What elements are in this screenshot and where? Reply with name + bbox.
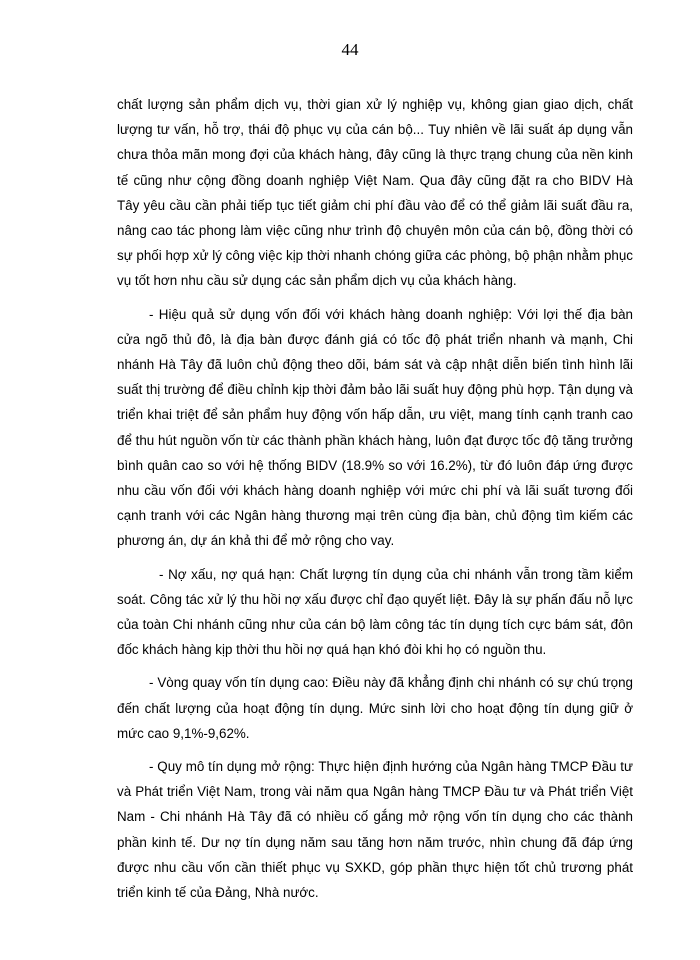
paragraph-credit-turnover: - Vòng quay vốn tín dụng cao: Điều này đã khẳng định chi nhánh có sự chú trọng đến chất lượng của hoạt động tín dụng. Mức sinh lời cho hoạt động tín dụng giữ ở mức cao 9,1%-9,62%. <box>117 675 633 741</box>
page-number: 44 <box>341 40 359 59</box>
paragraph-service-quality: chất lượng sản phẩm dịch vụ, thời gian xử lý nghiệp vụ, không gian giao dịch, chất lượng tư vấn, hỗ trợ, thái độ phục vụ của cán bộ... Tuy nhiên về lãi suất áp dụng vẫn chưa thỏa mãn mong đợi của khách hàng, đây cũng là thực trạng chung của nền kinh tế cũng như cộng đồng doanh nghiệp Việt Nam. Qua đây cũng đặt ra cho BIDV Hà Tây yêu cầu cần phải tiếp tục tiết giảm chi phí đầu vào để có thể giảm lãi suất đầu ra, nâng cao tác phong làm việc cũng như trình độ chuyên môn của cán bộ, đồng thời có sự phối hợp xử lý công việc kịp thời nhanh chóng giữa các phòng, bộ phận nhằm phục vụ tốt hơn nhu cầu sử dụng các sản phẩm dịch vụ của khách hàng. <box>117 97 633 289</box>
paragraph-bad-debt: - Nợ xấu, nợ quá hạn: Chất lượng tín dụng của chi nhánh vẫn trong tầm kiểm soát. Công tác xử lý thu hồi nợ xấu được chỉ đạo quyết liệt. Đây là sự phấn đấu nỗ lực của toàn Chi nhánh cũng như của cán bộ làm công tác tín dụng tích cực bám sát, đôn đốc khách hàng kịp thời thu hồi nợ quá hạn khó đòi khi họ có nguồn thu. <box>117 566 633 658</box>
paragraph-credit-expansion: - Quy mô tín dụng mở rộng: Thực hiện định hướng của Ngân hàng TMCP Đầu tư và Phát triển Việt Nam, trong vài năm qua Ngân hàng TMCP Đầu tư và Phát triển Việt Nam - Chi nhánh Hà Tây đã có nhiều cố gắng mở rộng vốn tín dụng cho các thành phần kinh tế. Dư nợ tín dụng năm sau tăng hơn năm trước, nhìn chung đã đáp ứng được nhu cầu vốn cần thiết phục vụ SXKD, góp phần thực hiện tốt chủ trương phát triển kinh tế của Đảng, Nhà nước. <box>117 759 633 901</box>
paragraph-capital-efficiency: - Hiệu quả sử dụng vốn đối với khách hàng doanh nghiệp: Với lợi thế địa bàn cửa ngõ thủ đô, là địa bàn được đánh giá có tốc độ phát triển nhanh và mạnh, Chi nhánh Hà Tây đã luôn chủ động theo dõi, bám sát và cập nhật diễn biến tình hình lãi suất thị trường để điều chỉnh kịp thời đảm bảo lãi suất huy động phù hợp. Tận dụng và triển khai triệt để sản phẩm huy động vốn hấp dẫn, ưu việt, mang tính cạnh tranh cao để thu hút nguồn vốn từ các thành phần khách hàng, luôn đạt được tốc độ tăng trưởng bình quân cao so với hệ thống BIDV (18.9% so với 16.2%), từ đó luôn đáp ứng được nhu cầu vốn đối với khách hàng doanh nghiệp với mức chi phí và lãi suất tương đối cạnh tranh với các Ngân hàng thương mại trên cùng địa bàn, chủ động tìm kiếm các phương án, dự án khả thi để mở rộng cho vay. <box>117 306 633 549</box>
document-body <box>117 92 633 913</box>
